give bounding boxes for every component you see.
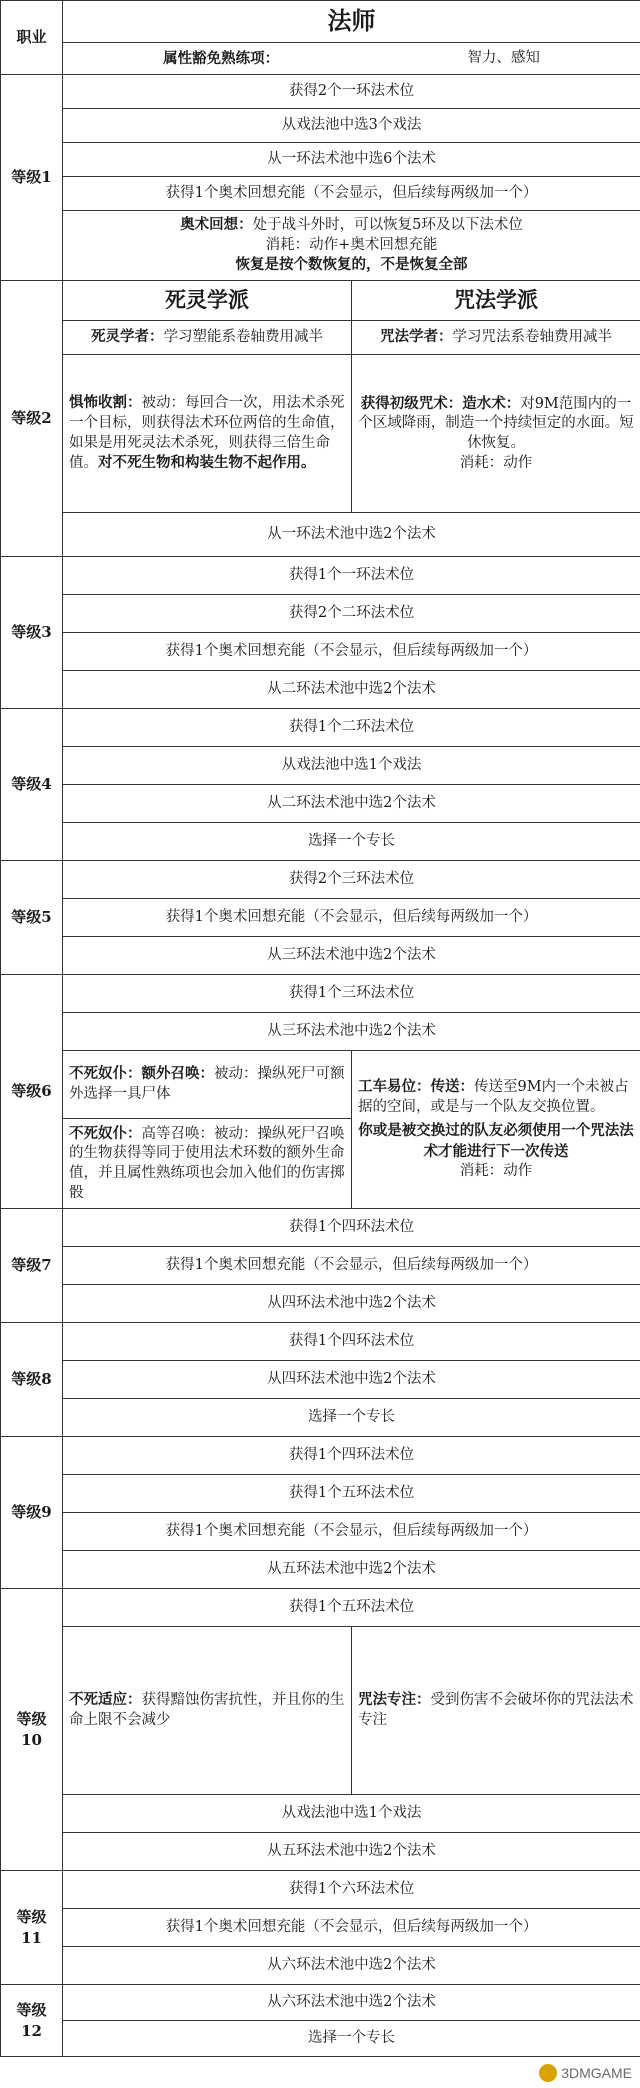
- row: 获得1个三环法术位: [63, 975, 640, 1013]
- row: 从一环法术池中选6个法术: [63, 143, 640, 177]
- row: 获得1个二环法术位: [63, 709, 640, 747]
- conjuration-focus-desc: 咒法专注：受到伤害不会破坏你的咒法法术专注: [352, 1627, 640, 1795]
- row: 从六环法术池中选2个法术: [63, 1947, 640, 1985]
- row: 获得1个五环法术位: [63, 1475, 640, 1513]
- necromancy-school-title: 死灵学派: [63, 281, 352, 321]
- row: 获得1个四环法术位: [63, 1437, 640, 1475]
- conjuration-school-title: 咒法学派: [352, 281, 640, 321]
- minor-conjuration-desc: 获得初级咒术：造水术：对9M范围内的一个区域降雨，制造一个持续恒定的水面。短休恢复。 消耗：动作: [352, 355, 640, 513]
- row: 从四环法术池中选2个法术: [63, 1361, 640, 1399]
- level-1: 等级1: [1, 75, 63, 281]
- watermark: [539, 2064, 632, 2082]
- 3dm-logo-icon: [539, 2064, 557, 2082]
- row: 从六环法术池中选2个法术: [63, 1985, 640, 2021]
- row: 获得2个二环法术位: [63, 595, 640, 633]
- row: 获得1个四环法术位: [63, 1209, 640, 1247]
- row: 获得1个奥术回想充能（不会显示，但后续每两级加一个）: [63, 1909, 640, 1947]
- level-4: 等级4: [1, 709, 63, 861]
- level-12: 等级12: [1, 1985, 63, 2057]
- row: 获得1个四环法术位: [63, 1323, 640, 1361]
- attr-value: 智力、感知: [467, 49, 540, 66]
- level-10: 等级10: [1, 1589, 63, 1871]
- class-label: 职业: [1, 1, 63, 75]
- attr-row: [63, 43, 640, 75]
- row: 获得1个奥术回想充能（不会显示，但后续每两级加一个）: [63, 1513, 640, 1551]
- watermark-text: 3DMGAME: [561, 2065, 632, 2081]
- level-7: 等级7: [1, 1209, 63, 1323]
- row: 获得1个奥术回想充能（不会显示，但后续每两级加一个）: [63, 177, 640, 211]
- row: 从四环法术池中选2个法术: [63, 1285, 640, 1323]
- conj-scholar: 咒法学者：学习咒法系卷轴费用减半: [352, 321, 640, 355]
- undead-thralls-2: 不死奴仆：高等召唤：被动：操纵死尸召唤的生物获得等同于使用法术环数的额外生命值，并且属性熟练项也会加入他们的伤害掷骰: [63, 1119, 352, 1209]
- row: 选择一个专长: [63, 823, 640, 861]
- row: 获得1个奥术回想充能（不会显示，但后续每两级加一个）: [63, 1247, 640, 1285]
- level-5: 等级5: [1, 861, 63, 975]
- row: 从二环法术池中选2个法术: [63, 785, 640, 823]
- row: 从戏法池中选3个戏法: [63, 109, 640, 143]
- row: 从三环法术池中选2个法术: [63, 1013, 640, 1051]
- row: 选择一个专长: [63, 1399, 640, 1437]
- row: 从一环法术池中选2个法术: [63, 513, 640, 557]
- grim-harvest-desc: 惧怖收割：被动：每回合一次，用法术杀死一个目标，则获得法术环位两倍的生命值，如果是用死灵法术杀死，则获得三倍生命值。对不死生物和构装生物不起作用。: [63, 355, 352, 513]
- page-title: 法师: [63, 1, 640, 43]
- benign-transposition-desc: 工车易位：传送：传送至9M内一个未被占据的空间，或是与一个队友交换位置。 你或是被交换过的队友必须使用一个咒法法术才能进行下一次传送 消耗：动作: [352, 1051, 640, 1209]
- row: 从五环法术池中选2个法术: [63, 1551, 640, 1589]
- level-8: 等级8: [1, 1323, 63, 1437]
- row: 获得2个三环法术位: [63, 861, 640, 899]
- undead-thralls-1: 不死奴仆：额外召唤：被动：操纵死尸可额外选择一具尸体: [63, 1051, 352, 1119]
- level-2: 等级2: [1, 281, 63, 557]
- row: 获得1个六环法术位: [63, 1871, 640, 1909]
- level-6: 等级6: [1, 975, 63, 1209]
- level-9: 等级9: [1, 1437, 63, 1589]
- arcane-recovery-desc: 奥术回想：处于战斗外时，可以恢复5环及以下法术位 消耗：动作+奥术回想充能 恢复是按个数恢复的，不是恢复全部: [63, 211, 640, 281]
- row: 获得1个奥术回想充能（不会显示，但后续每两级加一个）: [63, 633, 640, 671]
- necro-scholar: 死灵学者：学习塑能系卷轴费用减半: [63, 321, 352, 355]
- row: 从五环法术池中选2个法术: [63, 1833, 640, 1871]
- row: 从戏法池中选1个戏法: [63, 747, 640, 785]
- row: 选择一个专长: [63, 2021, 640, 2057]
- row: 获得2个一环法术位: [63, 75, 640, 109]
- level-3: 等级3: [1, 557, 63, 709]
- undead-adaptation-desc: 不死适应：获得黯蚀伤害抗性，并且你的生命上限不会减少: [63, 1627, 352, 1795]
- row: 从戏法池中选1个戏法: [63, 1795, 640, 1833]
- attr-label: 属性豁免熟练项：: [163, 49, 280, 67]
- row: 获得1个一环法术位: [63, 557, 640, 595]
- row: 从三环法术池中选2个法术: [63, 937, 640, 975]
- level-11: 等级11: [1, 1871, 63, 1985]
- row: 获得1个奥术回想充能（不会显示，但后续每两级加一个）: [63, 899, 640, 937]
- row: 从二环法术池中选2个法术: [63, 671, 640, 709]
- row: 获得1个五环法术位: [63, 1589, 640, 1627]
